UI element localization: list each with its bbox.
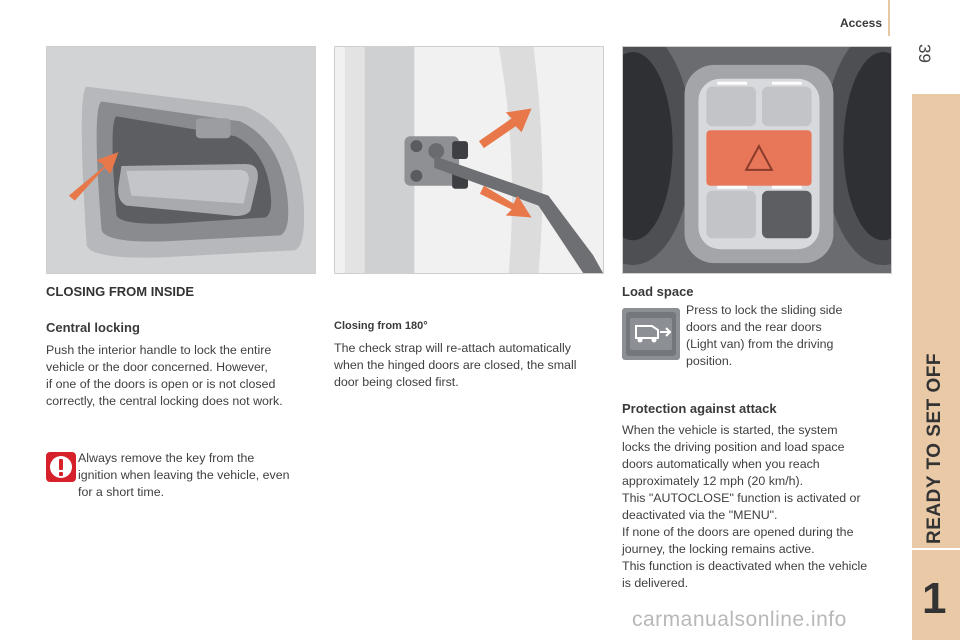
section-title: CLOSING FROM INSIDE bbox=[46, 284, 195, 299]
page-number: 39 bbox=[915, 44, 934, 63]
photo-check-strap bbox=[334, 46, 604, 274]
chapter-number: 1 bbox=[922, 574, 947, 623]
load-space-text: Press to lock the sliding side doors and the rear doors (Light van) from the driving position. bbox=[686, 303, 843, 368]
side-tab-divider bbox=[912, 548, 960, 550]
central-locking-title: Central locking bbox=[46, 320, 140, 335]
chapter-label: READY TO SET OFF bbox=[924, 353, 945, 544]
closing-180-title: Closing from 180° bbox=[334, 320, 428, 332]
load-space-title: Load space bbox=[622, 284, 694, 299]
load-space-lock-icon bbox=[622, 308, 680, 360]
header-divider bbox=[888, 0, 890, 36]
closing-180-text: The check strap will re-attach automatically when the hinged doors are closed, the small door being closed first. bbox=[334, 341, 577, 389]
warning-icon bbox=[46, 452, 76, 482]
watermark: carmanualsonline.info bbox=[632, 608, 847, 631]
photo-interior-door-handle bbox=[46, 46, 316, 274]
chapter-side-tab bbox=[912, 94, 960, 640]
warning-text: Always remove the key from the ignition when leaving the vehicle, even for a short time. bbox=[78, 451, 290, 499]
photo-dashboard-switches bbox=[622, 46, 892, 274]
central-locking-text: Push the interior handle to lock the entire vehicle or the door concerned. However, if one of the doors is open or is not closed correctly, the central locking does not work. bbox=[46, 343, 283, 408]
header-title: Access bbox=[839, 16, 882, 30]
protection-title: Protection against attack bbox=[622, 401, 777, 416]
protection-text: When the vehicle is started, the system locks the driving position and load space doors automatically when you reach approximately 12 mph (20 km/h). This "AUTOCLOSE" function is activated or deactivated via the "MENU". If none of the doors are opened during the journey, the locking remains active. This function is deactivated when the vehicle is delivered. bbox=[622, 423, 868, 590]
